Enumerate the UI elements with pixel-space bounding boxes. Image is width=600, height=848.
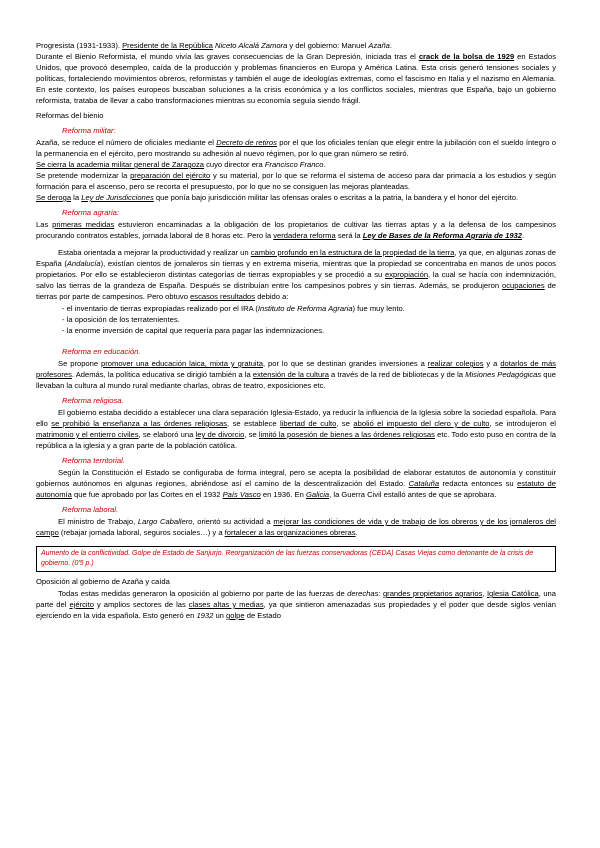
reforma-educacion-heading: Reforma en educación.	[62, 347, 141, 356]
oposicion-paragraph: Todas estas medidas generaron la oposición al gobierno por parte de las fuerzas de derechas: grandes propietarios agrarios, Iglesia Católica, una parte del ejército y amplios sectores de las clases altas y medias, ya que sintieron amenazadas sus propiedades y el poder que desde siglos venían ejerciendo en la vida española. Esto generó en 1932 un golpe de Estado	[36, 589, 556, 620]
educacion-paragraph: Se propone promover una educación laica, mixta y gratuita, por lo que se destinan grandes inversiones a realizar colegios y a dotarlos de más profesores. Además, la política educativa se dirigió también a la extensión de la cultura a través de la red de bibliotecas y de la Misiones Pedagógicas que llevaban la cultura al mundo rural mediante charlas, obras de teatro, exposiciones etc.	[36, 359, 556, 390]
oposicion-heading: Oposición al gobierno de Azaña y caída	[36, 577, 170, 586]
militar-paragraph-4: Se deroga la Ley de Jurisdicciones que ponía bajo jurisdicción militar las ofensas orales o escritas a la patria, la bandera y el honor del ejército.	[36, 193, 519, 202]
reforma-agraria-heading: Reforma agraria:	[62, 208, 119, 217]
crack-1929-highlight: crack de la bolsa de 1929	[418, 52, 515, 61]
reforma-territorial-heading: Reforma territorial.	[62, 456, 125, 465]
agraria-causes-list	[36, 303, 556, 336]
reforma-religiosa-heading: Reforma religiosa.	[62, 396, 124, 405]
list-item: - la oposición de los terratenientes.	[62, 315, 180, 324]
list-item: - el inventario de tierras expropiadas realizado por el IRA (Instituto de Reforma Agraria) fue muy lento.	[62, 304, 405, 313]
agraria-paragraph-1: Las primeras medidas estuvieron encaminadas a la obligación de los propietarios de cultivar las tierras aptas y a la defensa de los campesinos procurando contratos estables, jornada laboral de 8 horas etc. Pero la verdadera reforma será la Ley de Bases de la Reforma Agraria de 1932.	[36, 220, 556, 240]
period-label: Progresista (1931-1933).	[36, 41, 123, 50]
laboral-paragraph: El ministro de Trabajo, Largo Caballero, orientó su actividad a mejorar las condiciones de vida y de trabajo de los obreros y de los jornaleros del campo (rebajar jornada laboral, seguros sociales…) y a fortalecer a las organizaciones obreras.	[36, 517, 556, 537]
head-of-government-name: Azaña	[368, 41, 390, 50]
list-item: - la enorme inversión de capital que requería para pagar las indemnizaciones.	[62, 326, 325, 335]
reformas-heading: Reformas del bienio	[36, 111, 104, 120]
reforma-laboral-heading: Reforma laboral.	[62, 505, 119, 514]
militar-paragraph-1: Azaña, se reduce el número de oficiales mediante el Decreto de retiros por el que los oficiales tenían que elegir entre la jubilación con el sueldo íntegro o la permanencia en el ejército, pero mostrando su adhesión al nuevo régimen, por lo que gran número se retiró.	[36, 138, 556, 158]
militar-paragraph-2: Se cierra la academia militar general de Zaragoza cuyo director era Francisco Franco.	[36, 160, 326, 169]
agraria-paragraph-2: Estaba orientada a mejorar la productividad y realizar un cambio profundo en la estructura de la propiedad de la tierra, ya que, en algunas zonas de España (Andalucía), existían cientos de jornaleros sin tierras y en extrema miseria, mientras que la propiedad se concentraba en manos de unos pocos propietarios. Por ello se establecieron distintas categorías de tierras expropiables y se procedió a su expropiación, la cual se hacía con indemnización, salvo las tierras de la grandeza de España. Después se distribuían entre los campesinos pobres y sin tierras. Además, se produjeron ocupaciones de tierras por parte de campesinos. Pero obtuvo escasos resultados debido a:	[36, 248, 556, 301]
militar-paragraph-3: Se pretende modernizar la preparación del ejército y su material, por lo que se reforma el sistema de acceso para dar primacía a los estudios y según formación para el ascenso, pero se recorta el presupuesto, por lo que no se consiguen las mejoras planteadas.	[36, 171, 556, 191]
intro-paragraph: Durante el Bienio Reformista, el mundo vivía las graves consecuencias de la Gran Depresión, iniciada tras el crack de la bolsa de 1929 en Estados Unidos, que provocó desempleo, caída de la producción y problemas financieros en Europa y América Latina. Esta crisis generó tensiones sociales y políticas, fortaleciendo movimientos obreros, reformistas y también el auge de ideologías extremas, como el fascismo en Italia y el nazismo en Alemania. En este contexto, los países europeos buscaban soluciones a la crisis económica y a los conflictos sociales, mientras que España, bajo un gobierno reformista, trataba de llevar a cabo transformaciones mientras su economía seguía siendo frágil.	[36, 52, 557, 105]
president-name: Niceto Alcalá Zamora	[215, 41, 288, 50]
document-page	[36, 40, 556, 621]
exam-question-box: Aumento de la conflictividad. Golpe de Estado de Sanjurjo. Reorganización de las fuerzas conservadoras (CEDA) Casas Viejas como detonante de la crisis de gobierno. (0'5 p.)	[36, 546, 556, 572]
territorial-paragraph: Según la Constitución el Estado se configuraba de forma integral, pero se acepta la posibilidad de elaborar estatutos de autonomía y constituir gobiernos autónomos en algunas regiones, abriéndose así el camino de la descentralización del Estado. Cataluña redacta entonces su estatuto de autonomía que fue aprobado por las Cortes en el 1932 País Vasco en 1936. En Galicia, la Guerra Civil estalló antes de que se aprobara.	[36, 468, 557, 499]
reforma-militar-heading: Reforma militar:	[62, 126, 116, 135]
document-title-line: Progresista (1931-1933). Presidente de la República Niceto Alcalá Zamora y del gobierno: Manuel Azaña.	[36, 41, 393, 50]
religiosa-paragraph: El gobierno estaba decidido a establecer una clara separación Iglesia-Estado, ya reducir la influencia de la Iglesia sobre la sociedad española. Para ello se prohibió la enseñanza a las órdenes religiosas, se establece libertad de culto, se abolió el impuesto del clero y de culto, se introdujeron el matrimonio y el entierro civiles, se elaboró una ley de divorcio, se limitó la posesión de bienes a las órdenes religiosas etc. Todo esto puso en contra de la república a la iglesia y a gran parte de la población católica.	[36, 408, 556, 450]
president-label: Presidente de la República	[122, 41, 213, 50]
